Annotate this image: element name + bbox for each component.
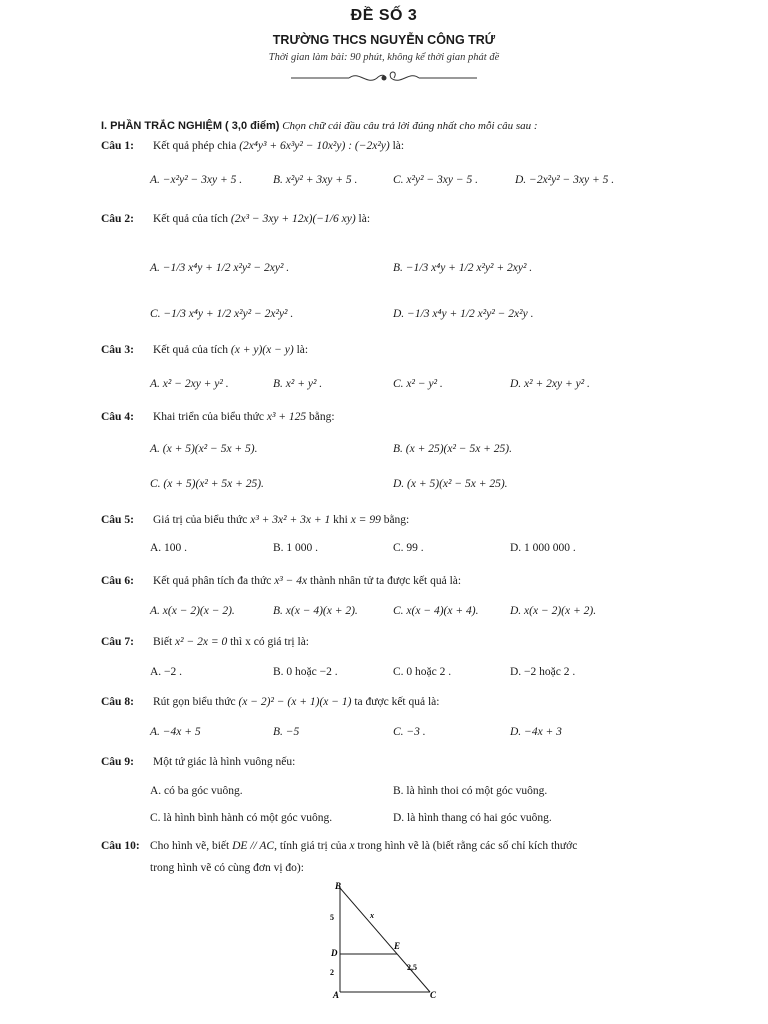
- question-stem: [153, 411, 335, 423]
- question-label: Câu 4:: [101, 411, 134, 423]
- stem-text: Kết quả của tích: [153, 344, 229, 356]
- label-a: A: [333, 990, 340, 1000]
- option-c[interactable]: C. (x + 5)(x² + 5x + 25).: [150, 478, 264, 490]
- stem-text: Biết: [153, 636, 173, 648]
- stem-tail: bằng:: [383, 514, 410, 526]
- option-a[interactable]: A. −1/3 x⁴y + 1/2 x²y² − 2xy² .: [150, 262, 290, 274]
- math-expression: x³ + 3x² + 3x + 1: [250, 514, 331, 526]
- question-stem: [153, 514, 409, 526]
- stem-tail: là:: [358, 213, 371, 225]
- stem-text: Khai triển của biểu thức: [153, 411, 264, 423]
- question-stem: [153, 636, 309, 648]
- stem-mid: khi: [333, 514, 348, 526]
- label-d: D: [331, 948, 338, 958]
- label-bd: 5: [330, 913, 334, 922]
- question-stem: [150, 840, 577, 852]
- option-c[interactable]: C. x(x − 4)(x + 4).: [393, 605, 479, 617]
- question-label: Câu 6:: [101, 575, 134, 587]
- stem-text: Rút gọn biểu thức: [153, 696, 236, 708]
- option-d[interactable]: D. 1 000 000 .: [510, 542, 576, 554]
- question-stem: [153, 140, 404, 152]
- option-b[interactable]: B. x(x − 4)(x + 2).: [273, 605, 358, 617]
- option-a[interactable]: A. −x²y² − 3xy + 5 .: [150, 174, 243, 186]
- stem-tail: bằng:: [309, 411, 335, 423]
- option-d[interactable]: D. −1/3 x⁴y + 1/2 x²y² − 2x²y .: [393, 308, 534, 320]
- stem-tail: thì x có giá trị là:: [230, 636, 309, 648]
- option-c[interactable]: C. là hình bình hành có một góc vuông.: [150, 812, 333, 824]
- question-stem-line2: trong hình vẽ có cùng đơn vị đo):: [150, 862, 304, 874]
- stem-mid: , tính giá trị của: [274, 840, 347, 852]
- math-expression: (x − 2)² − (x + 1)(x − 1): [238, 696, 352, 708]
- math-expression: x: [349, 840, 355, 852]
- option-c[interactable]: C. −3 .: [393, 726, 426, 738]
- stem-text: Giá trị của biểu thức: [153, 514, 248, 526]
- option-d[interactable]: D. x² + 2xy + y² .: [510, 378, 590, 390]
- stem-tail: thành nhân tử ta được kết quả là:: [310, 575, 462, 587]
- math-expression: x² − 2x = 0: [175, 636, 228, 648]
- option-a[interactable]: A. x² − 2xy + y² .: [150, 378, 229, 390]
- segment-bc: [340, 888, 430, 992]
- option-a[interactable]: A. có ba góc vuông.: [150, 785, 243, 797]
- question-label: Câu 8:: [101, 696, 134, 708]
- option-b[interactable]: B. 0 hoặc −2 .: [273, 666, 338, 678]
- option-d[interactable]: D. x(x − 2)(x + 2).: [510, 605, 597, 617]
- question-stem: [153, 213, 370, 225]
- question-label: Câu 9:: [101, 756, 134, 768]
- option-a[interactable]: A. 100 .: [150, 542, 188, 554]
- option-c[interactable]: C. −1/3 x⁴y + 1/2 x²y² − 2x²y² .: [150, 308, 294, 320]
- option-b[interactable]: B. 1 000 .: [273, 542, 319, 554]
- stem-tail: trong hình vẽ là (biết rằng các số chỉ kích thước: [357, 840, 578, 852]
- option-b[interactable]: B. (x + 25)(x² − 5x + 25).: [393, 443, 513, 455]
- option-b[interactable]: B. x² + y² .: [273, 378, 323, 390]
- stem-text: Kết quả phân tích đa thức: [153, 575, 272, 587]
- option-d[interactable]: D. (x + 5)(x² − 5x + 25).: [393, 478, 508, 490]
- question-label: Câu 5:: [101, 514, 134, 526]
- question-label: Câu 7:: [101, 636, 134, 648]
- option-c[interactable]: C. x² − y² .: [393, 378, 443, 390]
- option-a[interactable]: A. −4x + 5: [150, 726, 201, 738]
- stem-tail: là:: [296, 344, 309, 356]
- option-c[interactable]: C. x²y² − 3xy − 5 .: [393, 174, 479, 186]
- option-b[interactable]: B. là hình thoi có một góc vuông.: [393, 785, 548, 797]
- stem-text: Cho hình vẽ, biết: [150, 840, 230, 852]
- option-d[interactable]: D. −2 hoặc 2 .: [510, 666, 576, 678]
- stem-tail: ta được kết quả là:: [354, 696, 440, 708]
- section-instruction: Chọn chữ cái đầu câu trả lời đúng nhất cho mỗi câu sau :: [282, 120, 538, 132]
- option-a[interactable]: A. (x + 5)(x² − 5x + 5).: [150, 443, 258, 455]
- ornament-divider: [0, 68, 768, 91]
- label-da: 2: [330, 968, 334, 977]
- option-c[interactable]: C. 99 .: [393, 542, 424, 554]
- label-ec: 2,5: [407, 963, 417, 972]
- option-d[interactable]: D. là hình thang có hai góc vuông.: [393, 812, 552, 824]
- geometry-figure: [325, 880, 445, 1007]
- question-label: Câu 2:: [101, 213, 134, 225]
- option-b[interactable]: B. −1/3 x⁴y + 1/2 x²y² + 2xy² .: [393, 262, 533, 274]
- question-stem: [153, 696, 439, 708]
- label-e: E: [394, 941, 401, 951]
- option-b[interactable]: B. x²y² + 3xy + 5 .: [273, 174, 358, 186]
- math-expression: (x + y)(x − y): [230, 344, 294, 356]
- question-label: Câu 1:: [101, 140, 134, 152]
- exam-title: ĐỀ SỐ 3: [350, 7, 418, 24]
- question-stem: [153, 575, 461, 587]
- label-b: B: [335, 881, 342, 891]
- question-label: Câu 10:: [101, 840, 140, 852]
- option-d[interactable]: D. −2x²y² − 3xy + 5 .: [515, 174, 615, 186]
- label-be: x: [370, 911, 374, 920]
- option-a[interactable]: A. x(x − 2)(x − 2).: [150, 605, 235, 617]
- stem-text: Kết quả của tích: [153, 213, 229, 225]
- school-name: TRƯỜNG THCS NGUYỄN CÔNG TRỨ: [272, 33, 496, 47]
- stem-text: Kết quả phép chia: [153, 140, 237, 152]
- math-expression: DE // AC: [232, 840, 275, 852]
- math-expression: (2x³ − 3xy + 12x)(−1/6 xy): [230, 213, 356, 225]
- option-d[interactable]: D. −4x + 3: [510, 726, 562, 738]
- section-title: [101, 120, 538, 132]
- option-a[interactable]: A. −2 .: [150, 666, 183, 678]
- section-heading: I. PHẦN TRẮC NGHIỆM ( 3,0 điểm): [101, 120, 280, 132]
- math-expression: x = 99: [350, 514, 381, 526]
- option-c[interactable]: C. 0 hoặc 2 .: [393, 666, 452, 678]
- math-expression: (2x⁴y³ + 6x³y² − 10x²y) : (−2x²y): [239, 140, 390, 152]
- time-note: Thời gian làm bài: 90 phút, không kể thời gian phát đề: [268, 52, 500, 63]
- question-stem: [153, 344, 308, 356]
- option-b[interactable]: B. −5: [273, 726, 300, 738]
- math-expression: x³ − 4x: [274, 575, 308, 587]
- math-expression: x³ + 125: [266, 411, 307, 423]
- question-stem: Một tứ giác là hình vuông nếu:: [153, 756, 296, 768]
- label-c: C: [430, 990, 437, 1000]
- stem-tail: là:: [392, 140, 405, 152]
- question-label: Câu 3:: [101, 344, 134, 356]
